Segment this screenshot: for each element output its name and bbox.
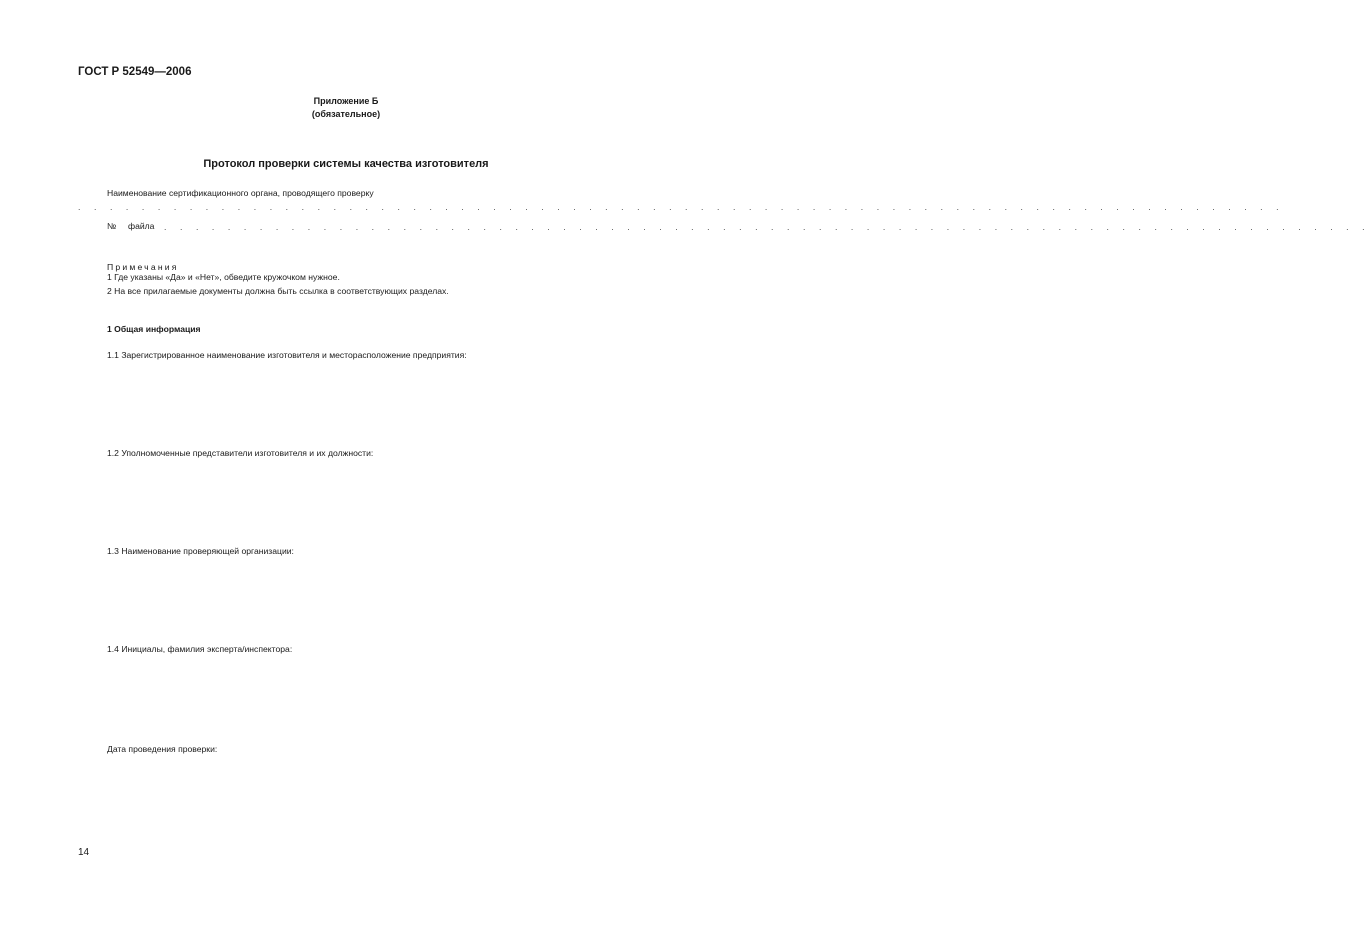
cert-body-dot-leader: . . . . . . . . . . . . . . . . . . . . . . . . . . . . . . . . . . . . . . . . . . . . . . . . . . . . . . . . . . . . . . . . . . . . . . . . . . . . <box>78 202 1285 212</box>
file-number-label: № <box>107 221 117 231</box>
note-item: 2 На все прилагаемые документы должна быть ссылка в соответствующих разделах. <box>107 286 449 296</box>
page-number: 14 <box>78 847 90 858</box>
cert-body-label: Наименование сертификационного органа, проводящего проверку <box>107 188 374 198</box>
document-standard-code: ГОСТ Р 52549—2006 <box>78 66 192 78</box>
appendix-title: Приложение Б <box>313 96 379 106</box>
section1-item-1-1: 1.1 Зарегистрированное наименование изготовителя и месторасположение предприятия: <box>107 350 467 360</box>
inspection-date-label: Дата проведения проверки: <box>107 744 218 754</box>
section1-item-1-2: 1.2 Уполномоченные представители изготовителя и их должности: <box>107 448 374 458</box>
section1-heading: 1 Общая информация <box>107 324 201 334</box>
notes-heading: Примечания <box>107 262 179 272</box>
appendix-type: (обязательное) <box>311 109 381 119</box>
document-title: Протокол проверки системы качества изготовителя <box>203 158 489 170</box>
section1-item-1-3: 1.3 Наименование проверяющей организации: <box>107 546 294 556</box>
file-dot-leader: . . . . . . . . . . . . . . . . . . . . . . . . . . . . . . . . . . . . . . . . . . . . . . . . . . . . . . . . . . . . . . . . . . . . . . . . . . . . <box>164 222 1370 232</box>
file-label: файла <box>128 221 155 231</box>
note-item: 1 Где указаны «Да» и «Нет», обведите кружочком нужное. <box>107 272 340 282</box>
section1-item-1-4: 1.4 Инициалы, фамилия эксперта/инспектора: <box>107 644 293 654</box>
